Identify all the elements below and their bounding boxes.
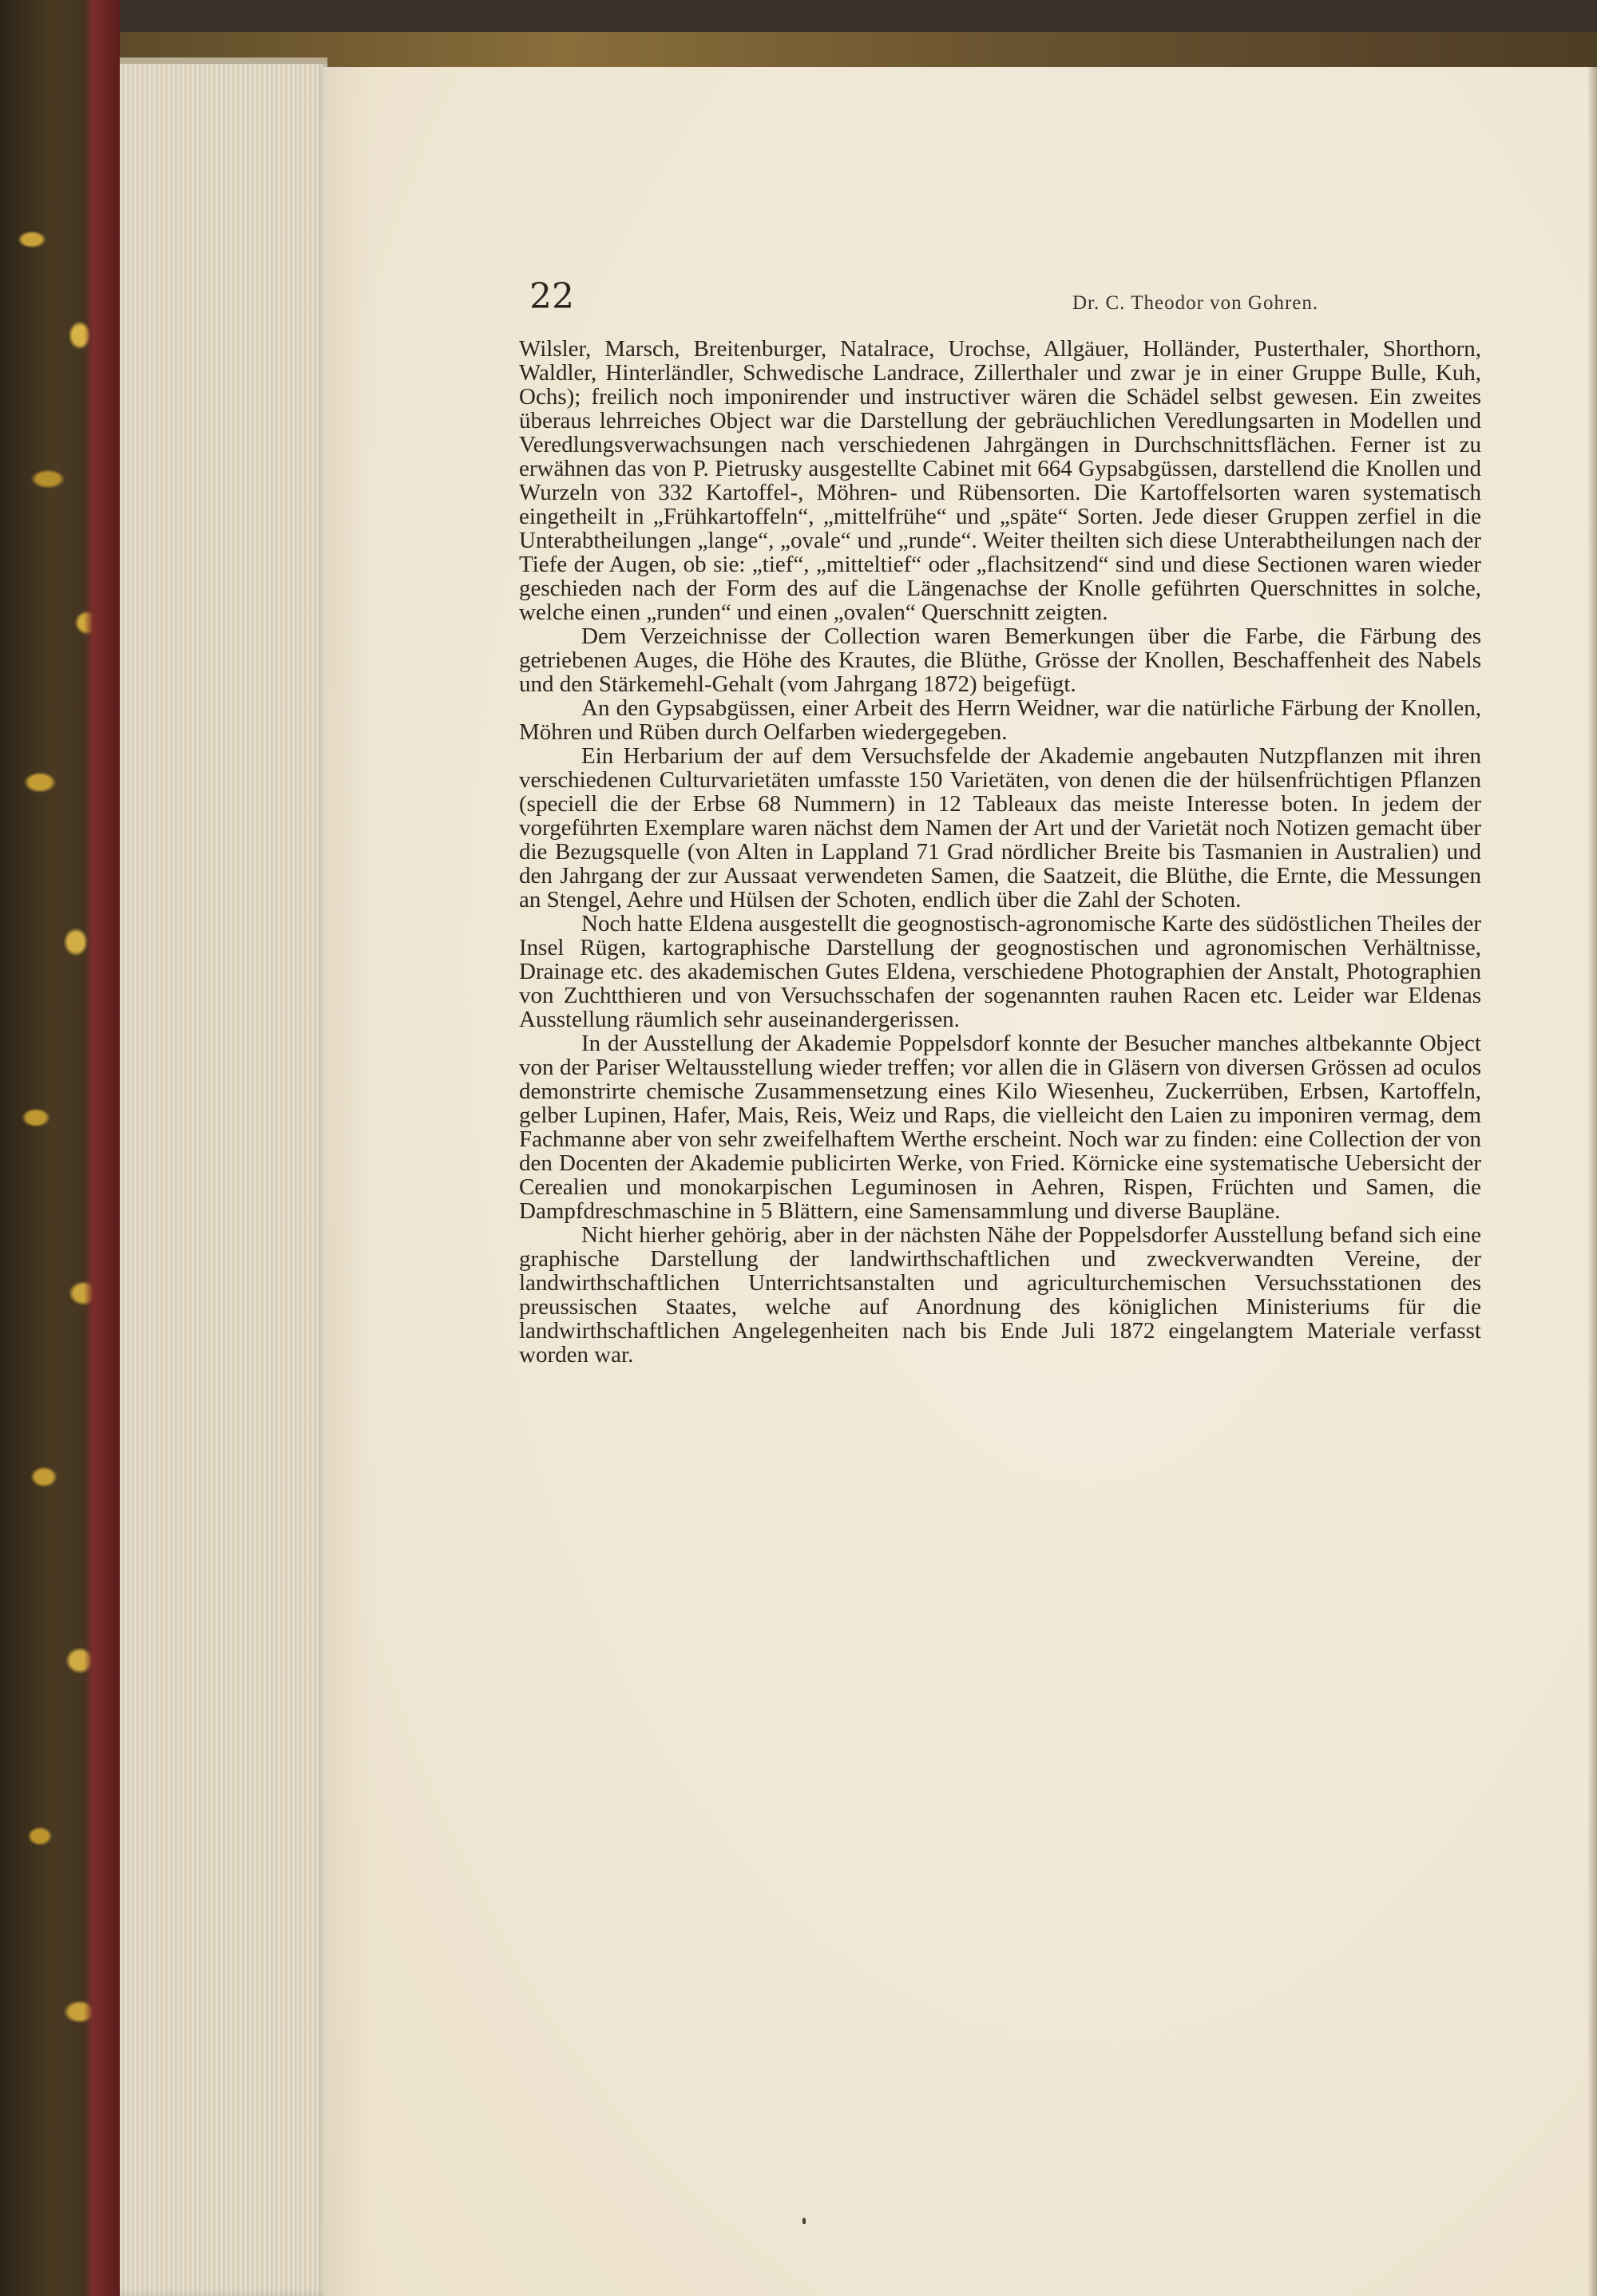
page-header <box>529 276 1536 332</box>
book-page <box>323 67 1597 2296</box>
page-number: 22 <box>529 276 574 317</box>
ink-speck <box>802 2218 806 2224</box>
paragraph-continued: Wilsler, Marsch, Breitenburger, Natalrace, Urochse, Allgäuer, Holländer, Pusterthaler, Shorthorn, Waldler, Hinterländler, Schwedische Landrace, Zillerthaler und zwar je in einer Gruppe Bulle, Kuh, Ochs); freilich noch imponirender und instructiver wären die Schädel selbst gewesen. Ein zweites überaus lehrreiches Object war die Darstellung der gebräuchlichen Veredlungsarten in Modellen und Veredlungsverwachsungen nach verschiedenen Jahrgängen in Durchschnittsflächen. Ferner ist zu erwähnen das von P. Pietrusky ausgestellte Cabinet mit 664 Gypsabgüssen, darstellend die Knollen und Wurzeln von 332 Kartoffel-, Möhren- und Rübensorten. Die Kartoffelsorten waren systematisch eingetheilt in „Frühkartoffeln“, „mittelfrühe“ und „späte“ Sorten. Jede dieser Gruppen zerfiel in die Unterabtheilungen „lange“, „ovale“ und „runde“. Weiter theilten sich diese Unterabtheilungen nach der Tiefe der Augen, ob sie: „tief“, „mitteltief“ oder „flachsitzend“ sind und diese Sectionen waren wieder geschieden nach der Form des auf die Längenachse der Knolle geführten Querschnittes in solche, welche einen „runden“ und einen „ovalen“ Querschnitt zeigten. <box>519 336 1481 625</box>
running-head: Dr. C. Theodor von Gohren. <box>1072 292 1319 314</box>
cover-binding-edge <box>0 0 120 2296</box>
paragraph: In der Ausstellung der Akademie Poppelsdorf konnte der Besucher manches altbekannte Object von der Pariser Weltausstellung wieder treffen; vor allen die in Gläsern von diversen Grössen ad oculos demonstrirte chemische Zusammensetzung eines Kilo Wiesenheu, Zuckerrüben, Erbsen, Kartoffeln, gelber Lupinen, Hafer, Mais, Reis, Weiz und Raps, die vielleicht den Laien zu imponiren vermag, dem Fachmanne aber von sehr zweifelhaftem Werthe erscheint. Noch war zu finden: eine Collection der von den Docenten der Akademie publicirten Werke, von Fried. Körnicke eine systematische Uebersicht der Cerealien und monokarpischen Leguminosen in Aehren, Rispen, Früchten und Samen, die Dampfdreschmaschine in 5 Blättern, eine Samensammlung und diverse Baupläne. <box>519 1031 1481 1224</box>
paragraph: Ein Herbarium der auf dem Versuchsfelde der Akademie angebauten Nutzpflanzen mit ihren verschiedenen Culturvarietäten umfasste 150 Varietäten, von denen die der hülsenfrüchtigen Pflanzen (speciell die der Erbse 68 Nummern) in 12 Tableaux das meiste Interesse boten. In jedem der vorgeführten Exemplare waren nächst dem Namen der Art und der Varietät noch Notizen gemacht über die Bezugsquelle (von Alten in Lappland 71 Grad nördlicher Breite bis Tasmanien in Australien) und den Jahrgang der zur Aussaat verwendeten Samen, die Saatzeit, die Blüthe, die Ernte, die Messungen an Stengel, Aehre und Hülsen der Schoten, endlich über die Zahl der Schoten. <box>519 743 1481 912</box>
paragraph: Noch hatte Eldena ausgestellt die geognostisch-agronomische Karte des südöstlichen Theiles der Insel Rügen, kartographische Darstellung der geognostischen und agronomischen Verhältnisse, Drainage etc. des akademischen Gutes Eldena, verschiedene Photographien der Anstalt, Photographien von Zuchtthieren und von Versuchsschafen der sogenannten rauhen Racen etc. Leider war Eldenas Ausstellung räumlich sehr auseinandergerissen. <box>519 911 1481 1032</box>
page-gutter-shadow <box>1587 67 1597 2296</box>
paragraph: Dem Verzeichnisse der Collection waren Bemerkungen über die Farbe, die Färbung des getriebenen Auges, die Höhe des Krautes, die Blüthe, Grösse der Knollen, Beschaffenheit des Nabels und den Stärkemehl-Gehalt (vom Jahrgang 1872) beigefügt. <box>519 623 1481 697</box>
stacked-page-edges <box>120 57 327 2296</box>
paragraph: An den Gypsabgüssen, einer Arbeit des Herrn Weidner, war die natürliche Färbung der Knollen, Möhren und Rüben durch Oelfarben wiedergegeben. <box>519 695 1481 745</box>
paragraph: Nicht hierher gehörig, aber in der nächsten Nähe der Poppelsdorfer Ausstellung befand sich eine graphische Darstellung der landwirthschaftlichen und zweckverwandten Vereine, der landwirthschaftlichen Unterrichtsanstalten und agriculturchemischen Versuchsstationen des preussischen Staates, welche auf Anordnung des königlichen Ministeriums für die landwirthschaftlichen Angelegenheiten nach bis Ende Juli 1872 eingelangtem Materiale verfasst worden war. <box>519 1222 1481 1368</box>
top-marbled-edge <box>120 32 1597 67</box>
body-text <box>519 337 1481 1367</box>
